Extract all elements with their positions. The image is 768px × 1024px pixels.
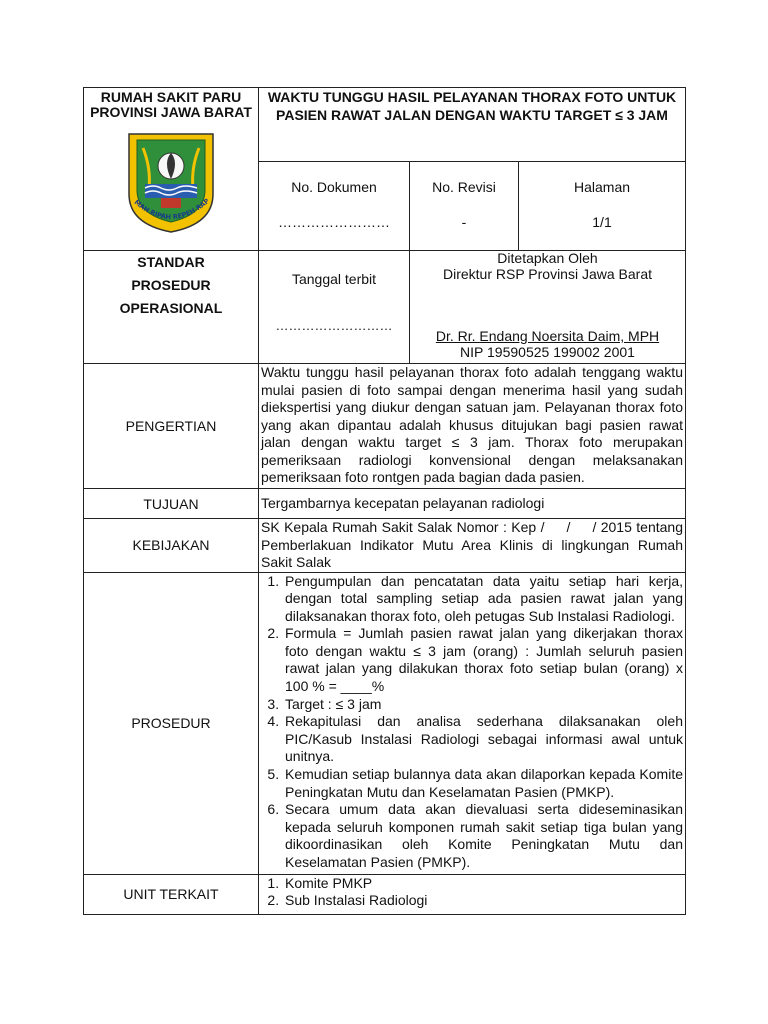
pengertian-text: Waktu tunggu hasil pelayanan thorax foto adalah tenggang waktu mulai pasien di foto sampai dengan menerima hasil yang sudah diekspertisi yang diukur dengan satuan jam. Pelayanan thorax foto yang akan dipantau adalah khusus ditujukan bagi pasien rawat jalan dengan waktu target ≤ 3 jam. Thorax foto merupakan pemeriksaan radiologi konvensional dengan melaksanakan pemeriksaan foto rontgen pada bagian dada pasien. — [259, 364, 686, 489]
no-revisi-label: No. Revisi — [432, 179, 496, 195]
hospital-name-line1: RUMAH SAKIT PARU — [100, 89, 242, 105]
prosedur-step: 2. Formula = Jumlah pasien rawat jalan yang dikerjakan thorax foto dengan waktu ≤ 3 jam (orang) : Jumlah seluruh pasien rawat jalan yang dilakukan thorax foto setiap bulan (orang) x 100 % = ____% — [283, 625, 683, 695]
prosedur-step: 6. Secara umum data akan dievaluasi serta dideseminasikan kepada seluruh komponen rumah sakit setiap tiga bulan yang dikoordinasikan oleh Komite Peningkatan Mutu dan Keselamatan Pasien (PMKP). — [283, 801, 683, 871]
unit-terkait-label: UNIT TERKAIT — [84, 874, 259, 914]
sop-heading-line2: PROSEDUR — [131, 277, 211, 293]
province-logo — [84, 128, 258, 243]
no-revisi-value: - — [461, 214, 467, 230]
no-dokumen-cell — [259, 162, 410, 251]
halaman-label: Halaman — [573, 179, 631, 195]
west-java-emblem-icon — [123, 128, 219, 240]
sop-heading-line1: STANDAR — [137, 254, 205, 270]
prosedur-step: 5. Kemudian setiap bulannya data akan dilaporkan kepada Komite Peningkatan Mutu dan Keselamatan Pasien (PMKP). — [283, 766, 683, 801]
halaman-value: 1/1 — [592, 214, 612, 230]
signer-name: Dr. Rr. Endang Noersita Daim, MPH — [435, 328, 660, 344]
prosedur-list — [259, 573, 685, 872]
tujuan-text: Tergambarnya kecepatan pelayanan radiologi — [259, 489, 686, 519]
ditetapkan-cell — [410, 251, 686, 364]
no-dokumen-value: …………………… — [278, 214, 390, 230]
signer-nip: NIP 19590525 199002 2001 — [460, 344, 635, 360]
tujuan-label: TUJUAN — [84, 489, 259, 519]
prosedur-step: 4. Rekapitulasi dan analisa sederhana dilaksanakan oleh PIC/Kasub Instalasi Radiologi sebagai informasi awal untuk unitnya. — [283, 713, 683, 766]
hospital-cell — [84, 88, 259, 251]
prosedur-step: 3. Target : ≤ 3 jam — [283, 696, 683, 714]
ditetapkan-label: Ditetapkan Oleh — [497, 250, 598, 266]
unit-terkait-item: 1. Komite PMKP — [283, 875, 683, 893]
tanggal-terbit-cell — [259, 251, 410, 364]
prosedur-label: PROSEDUR — [84, 572, 259, 874]
no-dokumen-label: No. Dokumen — [291, 179, 377, 195]
direktur-label: Direktur RSP Provinsi Jawa Barat — [442, 266, 653, 282]
kebijakan-text: SK Kepala Rumah Sakit Salak Nomor : Kep / / / 2015 tentang Pemberlakuan Indikator Mutu Area Klinis di lingkungan Rumah Sakit Salak — [259, 519, 686, 573]
sop-table — [83, 87, 686, 915]
document-title-line2: PASIEN RAWAT JALAN DENGAN WAKTU TARGET ≤ 3 JAM — [276, 107, 668, 123]
prosedur-step: 1. Pengumpulan dan pencatatan data yaitu setiap hari kerja, dengan total sampling setiap ada pasien rawat jalan yang dilaksanakan thorax foto, oleh petugas Sub Instalasi Radiologi. — [283, 573, 683, 626]
unit-terkait-cell — [259, 874, 686, 914]
pengertian-label: PENGERTIAN — [84, 364, 259, 489]
kebijakan-label: KEBIJAKAN — [84, 519, 259, 573]
unit-terkait-list — [259, 875, 685, 910]
no-revisi-cell — [410, 162, 519, 251]
sop-heading-cell — [84, 251, 259, 364]
tanggal-terbit-label: Tanggal terbit — [291, 271, 377, 287]
document-title-line1: WAKTU TUNGGU HASIL PELAYANAN THORAX FOTO UNTUK — [267, 89, 677, 105]
document-title-cell — [259, 88, 686, 162]
prosedur-cell — [259, 572, 686, 874]
hospital-name-line2: PROVINSI JAWA BARAT — [90, 104, 252, 120]
tanggal-terbit-value: ……………………… — [275, 318, 393, 333]
unit-terkait-item: 2. Sub Instalasi Radiologi — [283, 892, 683, 910]
sop-heading-line3: OPERASIONAL — [119, 300, 223, 316]
logo-motto-text: MAH RIPAH REPEH RAP — [132, 196, 211, 222]
halaman-cell — [519, 162, 686, 251]
